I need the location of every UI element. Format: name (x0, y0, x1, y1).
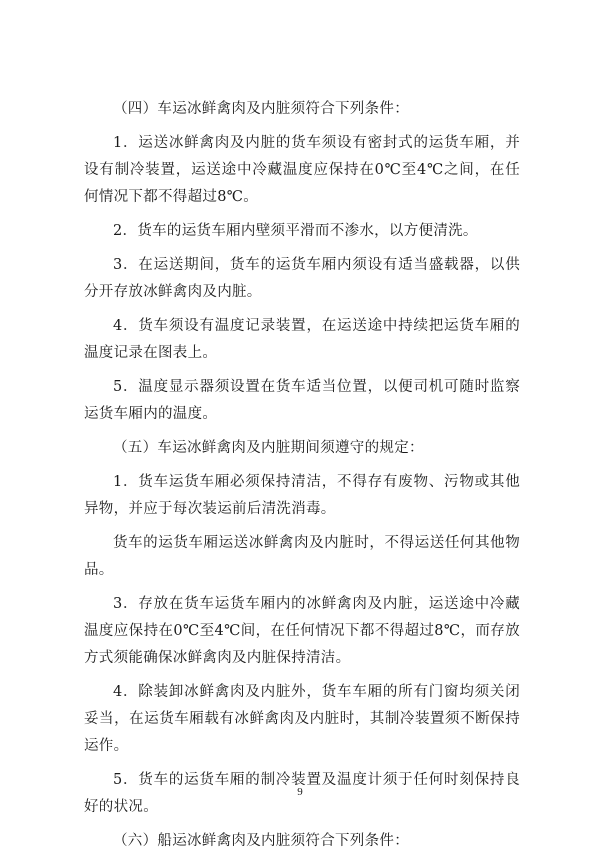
paragraph: 1．运送冰鲜禽肉及内脏的货车须设有密封式的运货车厢，并设有制冷装置，运送途中冷藏温度应保持在0℃至4℃之间，在任何情况下都不得超过8℃。 (84, 135, 520, 205)
paragraph: 货车的运货车厢运送冰鲜禽肉及内脏时，不得运送任何其他物品。 (84, 535, 520, 578)
section-heading-5: （五）车运冰鲜禽肉及内脏期间须遵守的规定： (113, 440, 424, 456)
paragraph: 5．货车的运货车厢的制冷装置及温度计须于任何时刻保持良好的状况。 (84, 772, 520, 815)
paragraph: 3．存放在货车运货车厢内的冰鲜禽肉及内脏，运送途中冷藏温度应保持在0℃至4℃间，在任何情况下都不得超过8℃，而存放方式须能确保冰鲜禽肉及内脏保持清洁。 (84, 596, 520, 666)
paragraph: 2．货车的运货车厢内壁须平滑而不渗水，以方便清洗。 (113, 223, 478, 239)
paragraph: 5．温度显示器须设置在货车适当位置，以便司机可随时监察运货车厢内的温度。 (84, 379, 520, 422)
page-number: 9 (297, 786, 303, 798)
section-heading-4: （四）车运冰鲜禽肉及内脏须符合下列条件： (113, 101, 409, 117)
paragraph: 4．货车须设有温度记录装置，在运送途中持续把运货车厢的温度记录在图表上。 (84, 318, 520, 361)
paragraph: 1．货车运货车厢必须保持清洁，不得存有废物、污物或其他异物，并应于每次装运前后清洗消毒。 (84, 474, 520, 517)
paragraph: 3．在运送期间，货车的运货车厢内须设有适当盛载器，以供分开存放冰鲜禽肉及内脏。 (84, 257, 520, 300)
document-body (84, 96, 520, 862)
section-heading-6: （六）船运冰鲜禽肉及内脏须符合下列条件： (113, 833, 409, 849)
paragraph: 4．除装卸冰鲜禽肉及内脏外，货车车厢的所有门窗均须关闭妥当，在运货车厢载有冰鲜禽肉及内脏时，其制冷装置须不断保持运作。 (84, 684, 520, 754)
